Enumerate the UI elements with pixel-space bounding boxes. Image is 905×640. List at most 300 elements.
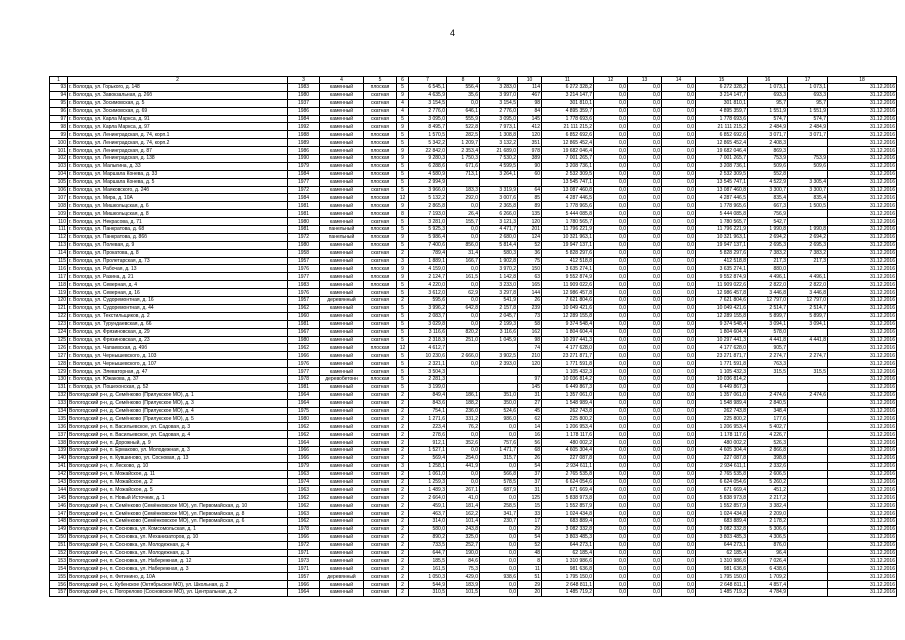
table-cell-col-18: 31.12.2016 (828, 210, 897, 218)
table-cell-col-1: 119 (50, 289, 68, 297)
table-cell-col-1: 115 (50, 257, 68, 265)
table-cell-col-13: 0,0 (628, 249, 662, 257)
table-cell-col-13: 0,0 (628, 99, 662, 107)
table-cell-col-1: 101 (50, 147, 68, 155)
table-cell-col-17 (788, 439, 828, 447)
table-cell-col-7: 185,5 (409, 557, 447, 565)
table-cell-col-18: 31.12.2016 (828, 115, 897, 123)
table-cell-col-3: 1981 (288, 210, 320, 218)
table-cell-col-13: 0,0 (628, 517, 662, 525)
table-cell-col-10: 89 (518, 202, 542, 210)
table-cell-col-10: 29 (518, 525, 542, 533)
table-cell-col-12: 0,0 (594, 139, 628, 147)
table-cell-col-12: 0,0 (594, 147, 628, 155)
table-cell-col-5: скатная (364, 589, 397, 597)
table-row (50, 525, 897, 533)
table-cell-col-9: 3 095,0 (480, 115, 518, 123)
table-cell-col-12: 0,0 (594, 462, 628, 470)
table-cell-col-10: 412 (518, 123, 542, 131)
table-cell-col-3: 1966 (288, 581, 320, 589)
table-cell-col-5: плоская (364, 194, 397, 202)
table-cell-col-9 (480, 178, 518, 186)
table-cell-col-6: 9 (397, 265, 409, 273)
table-cell-col-1: 154 (50, 565, 68, 573)
table-cell-col-10: 239 (518, 304, 542, 312)
table-cell-col-18: 31.12.2016 (828, 581, 897, 589)
table-cell-col-1: 135 (50, 415, 68, 423)
table-cell-col-3: 1986 (288, 147, 320, 155)
table-cell-col-9: 1 902,8 (480, 257, 518, 265)
table-cell-col-4: каменный (320, 399, 364, 407)
table-cell-col-9: 757,6 (480, 439, 518, 447)
table-cell-col-3: 1979 (288, 162, 320, 170)
table-cell-col-15: 6 624 054,6 (696, 478, 748, 486)
table-cell-col-13: 0,0 (628, 399, 662, 407)
table-cell-col-13: 0,0 (628, 478, 662, 486)
table-row (50, 210, 897, 218)
table-cell-col-8: 76,2 (447, 423, 480, 431)
table-cell-col-9: 4 599,5 (480, 162, 518, 170)
table-cell-col-14: 0,0 (662, 391, 696, 399)
table-cell-col-4: каменный (320, 557, 364, 565)
table-cell-col-8: 0,0 (447, 226, 480, 234)
table-cell-col-2: г. Вологда, ул. Судоремонтная, д. 44 (68, 304, 288, 312)
table-cell-col-18: 31.12.2016 (828, 170, 897, 178)
table-cell-col-12: 0,0 (594, 383, 628, 391)
table-cell-col-2: Вологодский р-н, п. Васильевское, ул. Садовая, д. 4 (68, 431, 288, 439)
table-cell-col-10: 351 (518, 139, 542, 147)
table-cell-col-3: 1981 (288, 383, 320, 391)
table-cell-col-14: 0,0 (662, 470, 696, 478)
table-cell-col-12: 0,0 (594, 486, 628, 494)
table-cell-col-6: 5 (397, 336, 409, 344)
table-cell-col-8: 282,5 (447, 131, 480, 139)
table-cell-col-1: 99 (50, 131, 68, 139)
table-cell-col-13: 0,0 (628, 557, 662, 565)
table-cell-col-2: г. Вологда, ул. Маршала Конева, д. 5 (68, 178, 288, 186)
table-cell-col-4: каменный (320, 462, 364, 470)
table-cell-col-5: скатная (364, 462, 397, 470)
table-cell-col-17 (788, 375, 828, 383)
table-cell-col-7: 2 124,7 (409, 273, 447, 281)
table-cell-col-10: 144 (518, 289, 542, 297)
table-cell-col-13: 0,0 (628, 273, 662, 281)
table-cell-col-2: г. Вологда, ул. Зосимовская, д. 69 (68, 107, 288, 115)
table-cell-col-1: 127 (50, 352, 68, 360)
table-cell-col-13: 0,0 (628, 265, 662, 273)
table-cell-col-1: 156 (50, 581, 68, 589)
table-cell-col-9: 580,3 (480, 249, 518, 257)
table-row (50, 123, 897, 131)
table-cell-col-5: плоская (364, 344, 397, 352)
table-cell-col-8: 642,8 (447, 304, 480, 312)
table-cell-col-3: 1978 (288, 525, 320, 533)
table-cell-col-15: 1 548 989,4 (696, 399, 748, 407)
table-cell-col-16: 2 606,5 (748, 470, 788, 478)
table-cell-col-15: 10 049 421,6 (696, 304, 748, 312)
table-cell-col-4: каменный (320, 525, 364, 533)
table-cell-col-17 (788, 328, 828, 336)
table-cell-col-15: 1 310 986,6 (696, 557, 748, 565)
table-cell-col-15: 262 743,8 (696, 407, 748, 415)
table-cell-col-16: 2 695,3 (748, 241, 788, 249)
table-cell-col-11: 7 001 265,7 (542, 155, 594, 163)
table-cell-col-3: 1966 (288, 533, 320, 541)
table-cell-col-9: 3 283,0 (480, 84, 518, 92)
table-cell-col-13: 0,0 (628, 407, 662, 415)
table-cell-col-13: 0,0 (628, 84, 662, 92)
table-cell-col-12: 0,0 (594, 517, 628, 525)
table-cell-col-7: 849,4 (409, 391, 447, 399)
table-cell-col-1: 103 (50, 162, 68, 170)
table-cell-col-10: 37 (518, 478, 542, 486)
table-cell-col-13: 0,0 (628, 344, 662, 352)
table-cell-col-7: 3 029,8 (409, 320, 447, 328)
table-cell-col-3: 1983 (288, 84, 320, 92)
table-cell-col-9: 0,0 (480, 541, 518, 549)
table-cell-col-16: 2 332,6 (748, 462, 788, 470)
table-cell-col-8: 183,9 (447, 581, 480, 589)
table-cell-col-7: 5 342,2 (409, 139, 447, 147)
table-cell-col-7: 314,0 (409, 517, 447, 525)
table-cell-col-17 (788, 486, 828, 494)
table-cell-col-7: 2 664,0 (409, 494, 447, 502)
table-cell-col-17: 753,9 (788, 155, 828, 163)
table-row (50, 510, 897, 518)
table-cell-col-4: каменный (320, 99, 364, 107)
table-cell-col-17: 1 551,9 (788, 107, 828, 115)
table-cell-col-12: 0,0 (594, 249, 628, 257)
table-cell-col-1: 125 (50, 336, 68, 344)
table-cell-col-17: 2 695,3 (788, 241, 828, 249)
table-cell-col-15: 1 357 061,0 (696, 391, 748, 399)
table-cell-col-3: 1963 (288, 470, 320, 478)
table-cell-col-8: 352,6 (447, 439, 480, 447)
table-cell-col-16: 4 496,1 (748, 273, 788, 281)
table-cell-col-8: 713,1 (447, 170, 480, 178)
table-cell-col-15: 3 803 485,3 (696, 533, 748, 541)
table-cell-col-5: плоская (364, 162, 397, 170)
table-cell-col-10: 124 (518, 233, 542, 241)
table-cell-col-13: 0,0 (628, 360, 662, 368)
table-cell-col-4: каменный (320, 541, 364, 549)
table-cell-col-13: 0,0 (628, 415, 662, 423)
table-cell-col-9: 3 970,2 (480, 265, 518, 273)
table-cell-col-1: 113 (50, 241, 68, 249)
table-cell-col-6: 2 (397, 565, 409, 573)
table-cell-col-18: 31.12.2016 (828, 186, 897, 194)
table-cell-col-14: 0,0 (662, 360, 696, 368)
table-cell-col-4: каменный (320, 581, 364, 589)
table-cell-col-13: 0,0 (628, 218, 662, 226)
table-row (50, 399, 897, 407)
table-cell-col-12: 0,0 (594, 352, 628, 360)
table-cell-col-14: 0,0 (662, 273, 696, 281)
table-cell-col-16: 12 797,0 (748, 297, 788, 305)
column-header-2: 2 (68, 77, 288, 84)
table-cell-col-6: 2 (397, 510, 409, 518)
table-cell-col-2: Вологодский р-н, п. Лесково, д. 10 (68, 462, 288, 470)
table-cell-col-15: 7 001 265,7 (696, 155, 748, 163)
table-cell-col-7: 1 050,3 (409, 573, 447, 581)
table-cell-col-13: 0,0 (628, 423, 662, 431)
table-cell-col-16: 753,9 (748, 155, 788, 163)
table-cell-col-13: 0,0 (628, 462, 662, 470)
table-row (50, 573, 897, 581)
table-cell-col-6: 9 (397, 147, 409, 155)
table-cell-col-7: 3 996,2 (409, 304, 447, 312)
table-cell-col-10: 74 (518, 344, 542, 352)
column-header-6: 6 (397, 77, 409, 84)
table-cell-col-1: 147 (50, 510, 68, 518)
table-cell-col-14: 0,0 (662, 170, 696, 178)
table-cell-col-4: каменный (320, 565, 364, 573)
table-cell-col-4: каменный (320, 352, 364, 360)
table-cell-col-13: 0,0 (628, 486, 662, 494)
table-cell-col-8: 0,0 (447, 233, 480, 241)
table-cell-col-15: 19 947 137,1 (696, 241, 748, 249)
table-cell-col-1: 120 (50, 297, 68, 305)
table-cell-col-17 (788, 470, 828, 478)
table-cell-col-9: 315,7 (480, 454, 518, 462)
table-cell-col-15: 4 895 359,7 (696, 107, 748, 115)
table-cell-col-13: 0,0 (628, 589, 662, 597)
table-cell-col-17 (788, 533, 828, 541)
table-cell-col-4: каменный (320, 281, 364, 289)
table-cell-col-18: 31.12.2016 (828, 502, 897, 510)
table-cell-col-8: 155,7 (447, 218, 480, 226)
table-cell-col-12: 0,0 (594, 162, 628, 170)
table-cell-col-15: 2 532 309,5 (696, 170, 748, 178)
table-cell-col-10: 114 (518, 84, 542, 92)
table-cell-col-3: 1957 (288, 297, 320, 305)
table-cell-col-17 (788, 399, 828, 407)
table-cell-col-9 (480, 368, 518, 376)
table-cell-col-10: 31 (518, 391, 542, 399)
table-cell-col-14: 0,0 (662, 178, 696, 186)
table-cell-col-10: 54 (518, 533, 542, 541)
table-cell-col-5: скатная (364, 304, 397, 312)
table-cell-col-11: 1 357 061,0 (542, 391, 594, 399)
table-cell-col-7: 2 865,8 (409, 202, 447, 210)
table-cell-col-17: 574,7 (788, 115, 828, 123)
table-cell-col-17 (788, 139, 828, 147)
table-cell-col-11: 4 895 359,7 (542, 107, 594, 115)
column-header-8: 8 (447, 77, 480, 84)
table-cell-col-4: каменный (320, 454, 364, 462)
table-cell-col-6: 9 (397, 123, 409, 131)
table-cell-col-15: 1 024 434,8 (696, 510, 748, 518)
table-cell-col-2: г. Вологда, ул. Некрасова, д. 71 (68, 218, 288, 226)
table-cell-col-10: 84 (518, 107, 542, 115)
table-cell-col-1: 97 (50, 115, 68, 123)
table-cell-col-14: 0,0 (662, 454, 696, 462)
table-cell-col-18: 31.12.2016 (828, 391, 897, 399)
table-cell-col-9: 524,6 (480, 407, 518, 415)
table-cell-col-11: 225 800,2 (542, 415, 594, 423)
table-cell-col-3: 1983 (288, 281, 320, 289)
table-cell-col-14: 0,0 (662, 139, 696, 147)
table-cell-col-14: 0,0 (662, 415, 696, 423)
table-cell-col-7: 4 580,9 (409, 170, 447, 178)
table-cell-col-16: 1 709,2 (748, 573, 788, 581)
table-cell-col-18: 31.12.2016 (828, 233, 897, 241)
table-cell-col-3: 1964 (288, 391, 320, 399)
table-cell-col-11: 262 743,8 (542, 407, 594, 415)
table-cell-col-15: 4 605 304,4 (696, 446, 748, 454)
table-cell-col-9: 7 530,2 (480, 155, 518, 163)
table-cell-col-16: 542,7 (748, 218, 788, 226)
table-cell-col-9: 2 393,0 (480, 360, 518, 368)
table-cell-col-1: 109 (50, 210, 68, 218)
table-cell-col-5: плоская (364, 202, 397, 210)
table-cell-col-12: 0,0 (594, 494, 628, 502)
table-cell-col-11: 3 635 274,1 (542, 265, 594, 273)
table-cell-col-17 (788, 549, 828, 557)
table-cell-col-17 (788, 446, 828, 454)
table-cell-col-17 (788, 344, 828, 352)
table-cell-col-13: 0,0 (628, 281, 662, 289)
table-cell-col-4: каменный (320, 344, 364, 352)
table-cell-col-4: каменный (320, 257, 364, 265)
table-cell-col-9: 3 233,0 (480, 281, 518, 289)
table-cell-col-5: скатная (364, 454, 397, 462)
table-cell-col-18: 31.12.2016 (828, 162, 897, 170)
table-cell-col-15: 1 804 604,4 (696, 328, 748, 336)
table-cell-col-10: 60 (518, 170, 542, 178)
table-cell-col-16: 3 382,4 (748, 502, 788, 510)
table-cell-col-16: 763,3 (748, 360, 788, 368)
table-cell-col-12: 0,0 (594, 84, 628, 92)
table-cell-col-15: 412 518,8 (696, 257, 748, 265)
table-cell-col-1: 140 (50, 454, 68, 462)
column-header-14: 14 (662, 77, 696, 84)
table-cell-col-6: 2 (397, 431, 409, 439)
table-cell-col-14: 0,0 (662, 375, 696, 383)
table-cell-col-12: 0,0 (594, 360, 628, 368)
table-cell-col-11: 5 828 297,6 (542, 249, 594, 257)
table-cell-col-3: 1971 (288, 565, 320, 573)
table-cell-col-12: 0,0 (594, 107, 628, 115)
table-cell-col-3: 1972 (288, 233, 320, 241)
table-cell-col-11: 644 273,1 (542, 541, 594, 549)
table-cell-col-17: 217,3 (788, 257, 828, 265)
table-cell-col-15: 1 552 857,9 (696, 502, 748, 510)
table-cell-col-12: 0,0 (594, 368, 628, 376)
table-cell-col-1: 128 (50, 360, 68, 368)
table-cell-col-4: каменный (320, 304, 364, 312)
table-cell-col-4: каменный (320, 115, 364, 123)
table-cell-col-14: 0,0 (662, 131, 696, 139)
table-cell-col-1: 118 (50, 281, 68, 289)
table-cell-col-15: 5 444 085,8 (696, 210, 748, 218)
table-cell-col-9 (480, 383, 518, 391)
table-cell-col-11: 9 552 874,9 (542, 273, 594, 281)
table-cell-col-11: 3 208 736,1 (542, 162, 594, 170)
table-cell-col-15: 21 111 215,2 (696, 123, 748, 131)
table-cell-col-2: г. Вологда, ул. Фрязиновская, д. 29 (68, 328, 288, 336)
table-row (50, 91, 897, 99)
table-cell-col-2: г. Вологда, ул. Пролетарская, д. 73 (68, 257, 288, 265)
table-row (50, 265, 897, 273)
table-row (50, 407, 897, 415)
table-cell-col-5: скатная (364, 565, 397, 573)
table-cell-col-16: 905,7 (748, 344, 788, 352)
table-cell-col-14: 0,0 (662, 407, 696, 415)
table-cell-col-10: 56 (518, 439, 542, 447)
table-cell-col-11: 301 810,1 (542, 99, 594, 107)
table-cell-col-17: 2 822,0 (788, 281, 828, 289)
table-cell-col-9: 0,0 (480, 431, 518, 439)
table-cell-col-15: 7 621 804,6 (696, 297, 748, 305)
table-cell-col-16: 315,5 (748, 368, 788, 376)
table-cell-col-2: г. Вологда, ул. Карла Маркса, д. 91 (68, 115, 288, 123)
table-cell-col-15: 1 178 117,6 (696, 431, 748, 439)
table-cell-col-15: 1 780 565,7 (696, 218, 748, 226)
table-cell-col-5: скатная (364, 439, 397, 447)
table-cell-col-14: 0,0 (662, 320, 696, 328)
table-cell-col-18: 31.12.2016 (828, 549, 897, 557)
table-cell-col-10: 978 (518, 147, 542, 155)
table-cell-col-4: каменный (320, 533, 364, 541)
column-header-18: 18 (828, 77, 897, 84)
table-row (50, 178, 897, 186)
table-cell-col-8 (447, 375, 480, 383)
table-cell-col-16: 6 438,6 (748, 565, 788, 573)
table-cell-col-13: 0,0 (628, 155, 662, 163)
table-cell-col-11: 11 909 022,6 (542, 281, 594, 289)
table-cell-col-7: 3 281,0 (409, 218, 447, 226)
table-cell-col-1: 143 (50, 478, 68, 486)
table-cell-col-5: скатная (364, 383, 397, 391)
table-cell-col-5: скатная (364, 533, 397, 541)
table-cell-col-15: 13 545 747,1 (696, 178, 748, 186)
table-cell-col-7: 544,9 (409, 581, 447, 589)
table-cell-col-6: 2 (397, 517, 409, 525)
table-cell-col-10: 54 (518, 462, 542, 470)
table-cell-col-14: 0,0 (662, 312, 696, 320)
table-cell-col-13: 0,0 (628, 525, 662, 533)
table-cell-col-7: 278,6 (409, 431, 447, 439)
table-cell-col-7: 9 280,3 (409, 155, 447, 163)
table-cell-col-14: 0,0 (662, 226, 696, 234)
table-cell-col-15: 11 796 221,9 (696, 226, 748, 234)
table-cell-col-17 (788, 494, 828, 502)
table-cell-col-6: 5 (397, 328, 409, 336)
table-cell-col-9: 0,0 (480, 525, 518, 533)
table-cell-col-5: скатная (364, 541, 397, 549)
table-cell-col-8: 267,1 (447, 486, 480, 494)
table-cell-col-11: 981 636,8 (542, 565, 594, 573)
table-cell-col-10: 16 (518, 431, 542, 439)
table-cell-col-6: 9 (397, 155, 409, 163)
table-cell-col-12: 0,0 (594, 525, 628, 533)
table-cell-col-16: 348,4 (748, 407, 788, 415)
table-cell-col-6: 5 (397, 170, 409, 178)
table-cell-col-16: 3 446,8 (748, 289, 788, 297)
table-cell-col-6: 2 (397, 423, 409, 431)
table-cell-col-14: 0,0 (662, 573, 696, 581)
table-cell-col-9: 2 199,3 (480, 320, 518, 328)
table-cell-col-8: 0,0 (447, 281, 480, 289)
table-cell-col-2: Вологодский р-н, д. Семёнково (Прилукское МО), д. 4 (68, 407, 288, 415)
table-cell-col-5: скатная (364, 478, 397, 486)
table-row (50, 336, 897, 344)
table-cell-col-16: 4 306,5 (748, 533, 788, 541)
table-cell-col-13: 0,0 (628, 297, 662, 305)
table-row (50, 581, 897, 589)
table-cell-col-2: Вологодский р-н, с. Кубенское (Октябрьское МО), ул. Школьная, д. 2 (68, 581, 288, 589)
